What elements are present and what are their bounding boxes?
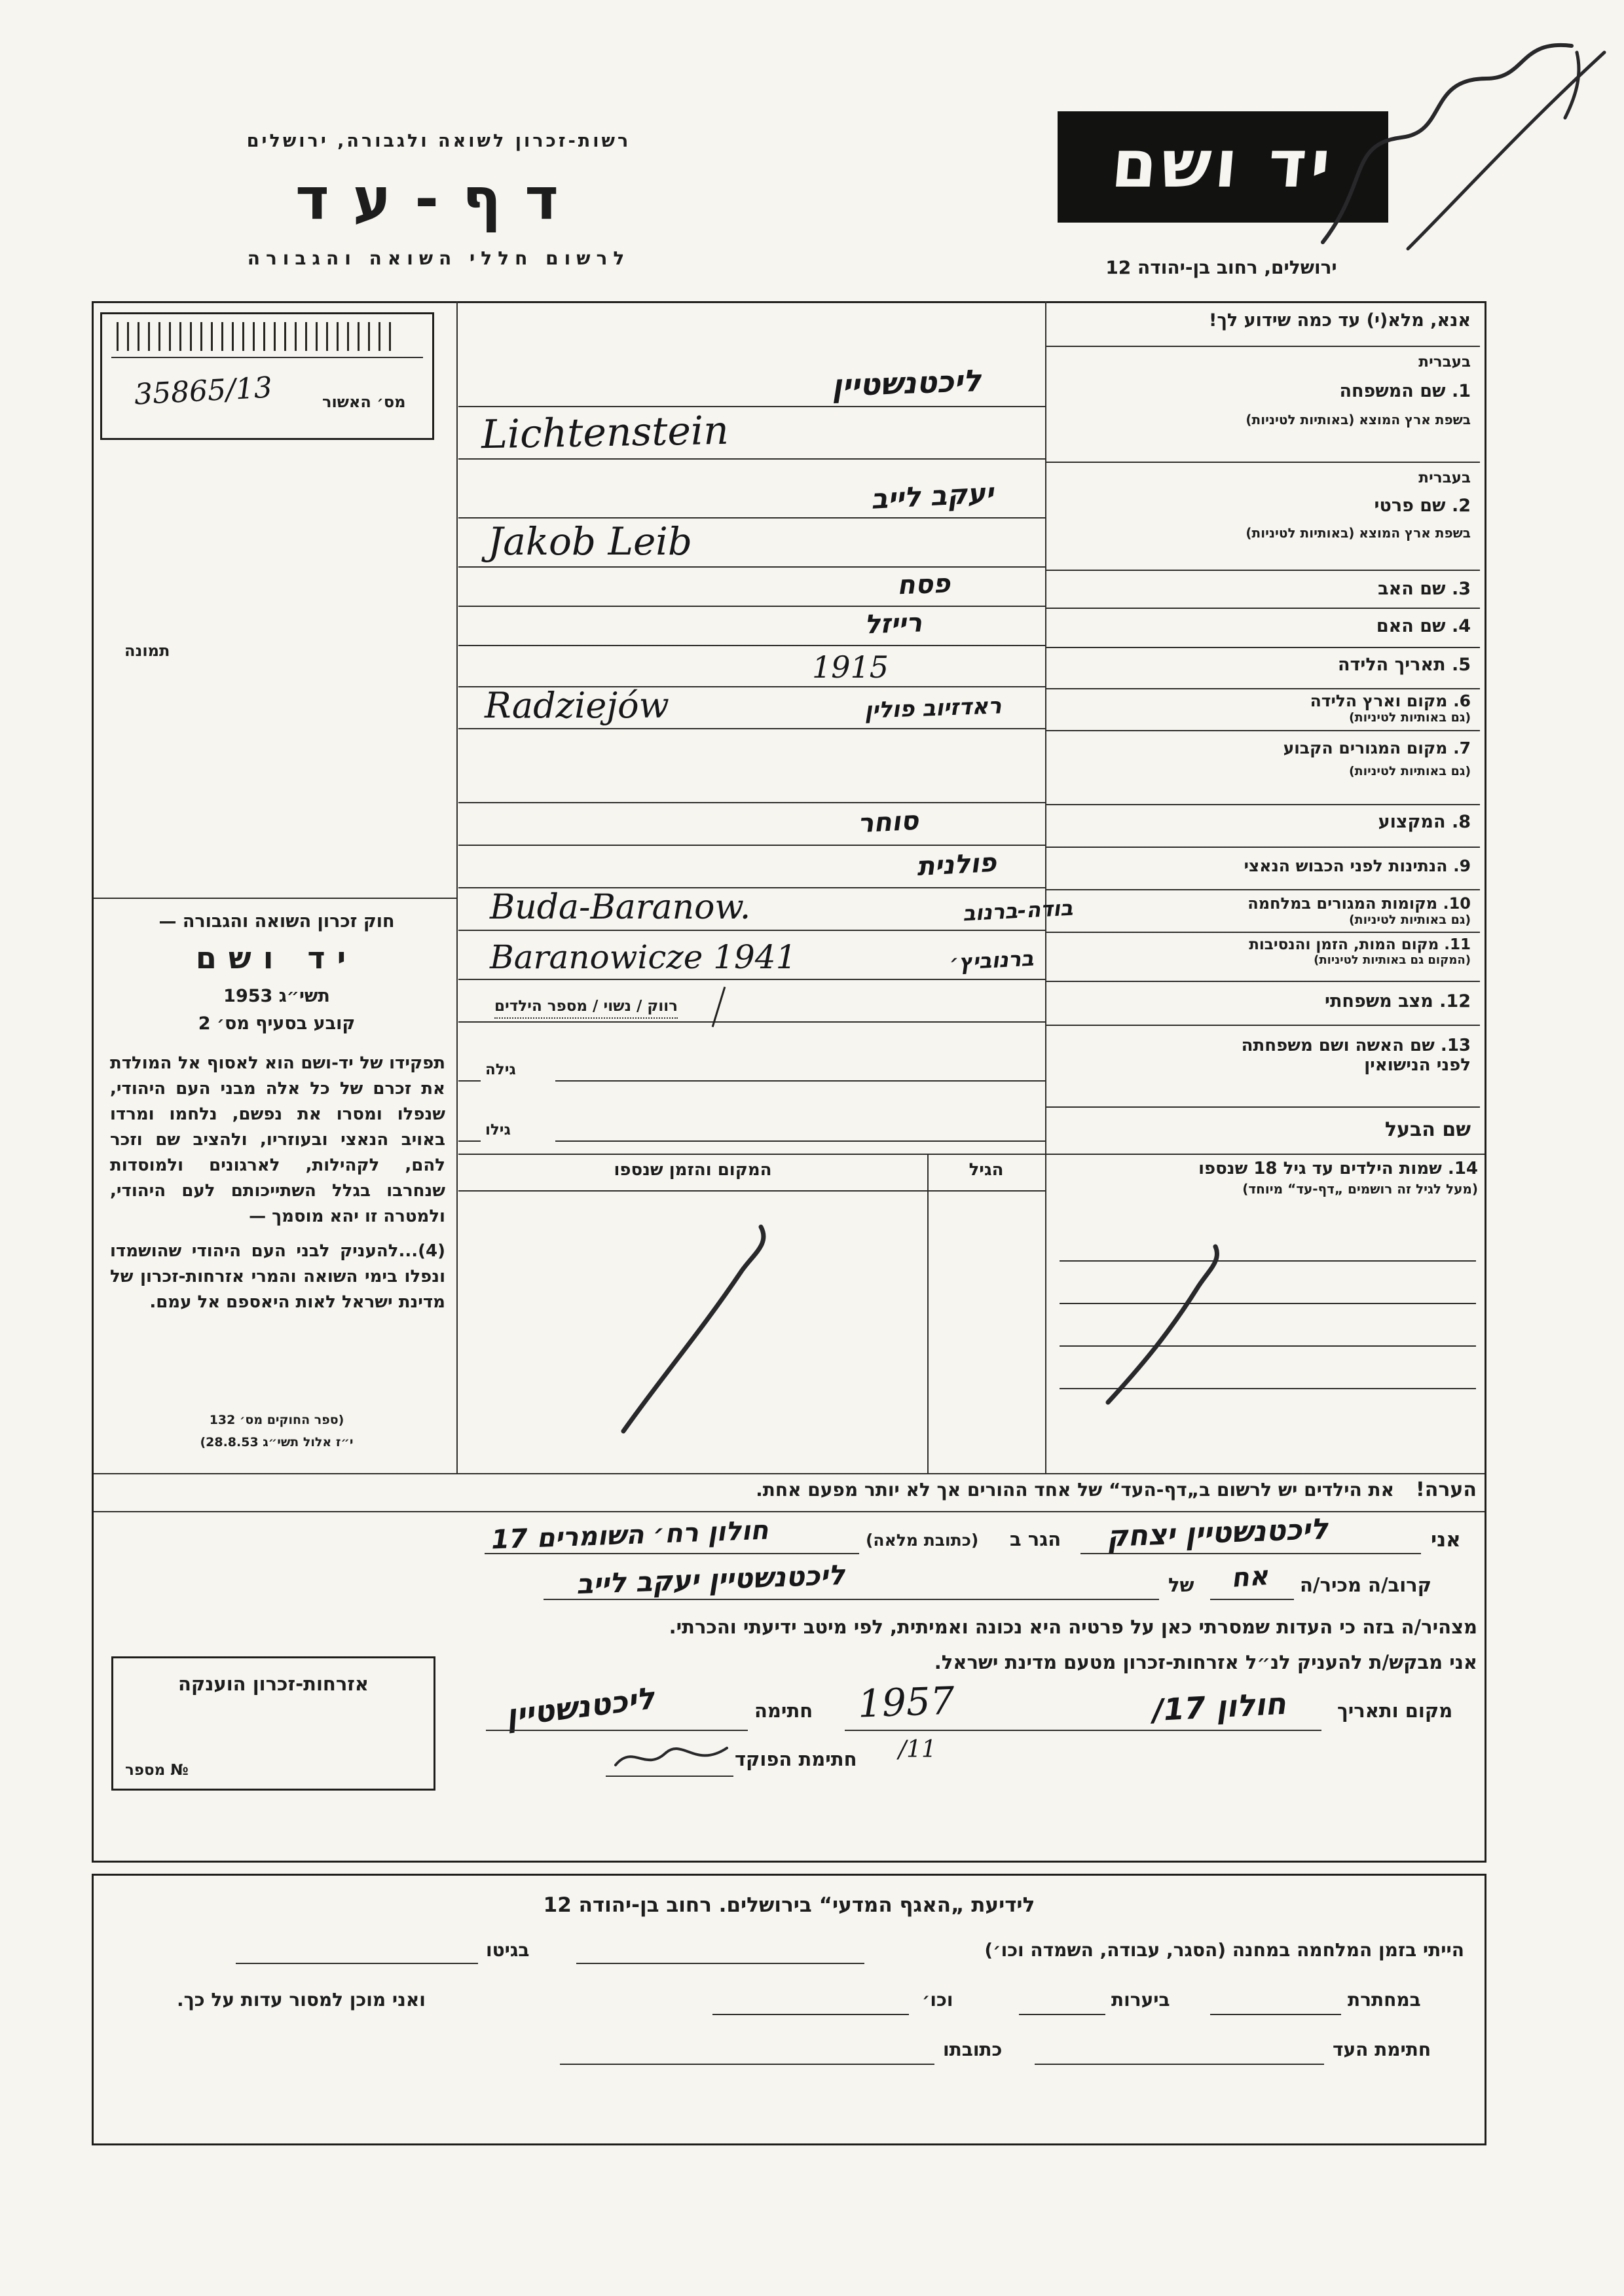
hw-strikeout-names-column [1087,1237,1231,1414]
fill-instruction [1050,310,1480,331]
field-label-father-name [1050,579,1480,599]
fill-instruction-text: אנא, מלא(י) עד כמה שידוע לך! [1209,310,1471,331]
field-label-marital-status [1050,991,1480,1011]
form-subtitle: לרשום חללי השואה והגבורה [247,247,631,269]
witness-signature-label: חתימת העד [1333,2039,1431,2060]
hw-witness-name: ליכטנשטיין יצחק [1106,1512,1329,1554]
field-8-number: 8. [1451,812,1471,832]
witness-address-line [485,1553,859,1554]
hw-subject-name: ליכטנשטיין יעקב לייב [576,1558,845,1601]
citizenship-granted-box [111,1656,435,1791]
tally-marks [117,322,392,351]
etc-label: וכו׳ [922,1989,953,2011]
hw-birth-place-hebrew: ראדזיוב פולין [864,693,1003,724]
place-date-label: מקום ותאריך [1337,1700,1453,1722]
write-line-war-residences [458,930,1045,931]
hw-place-year: 1957 [857,1678,955,1726]
field-11-sub: (המקום גם באותיות לטיניות) [1314,953,1471,967]
field-4-number: 4. [1451,616,1471,636]
field-2-pre: בעברית [1418,469,1471,486]
hw-place-month: /11 [898,1736,936,1763]
field-label-family-name [1050,354,1480,428]
ghetto-line [236,1963,478,1964]
underground-line [1210,2014,1341,2015]
field-label-death-place [1050,936,1480,967]
law-text: תפקידו של יד-ושם הוא לאסוף אל המולדת את זכרם של כל אלה מבני העם היהודי, שנפלו ומסרו את נפשם, נלחמו ומרדו באויב הנאצי ובעוזריו, ולהציב שם וזכר להם, לקהילות, לארגונים ולמוסדות שנחרבו בגלל השתייכותם לעם היהודי, ולמטרה זו יהא מוסמך — [110,1053,445,1226]
relation-line [1210,1599,1294,1600]
signature-line [486,1730,748,1731]
declaration-address-label: (כתובת מלאה) [866,1531,979,1550]
field-label-children [1056,1159,1478,1197]
declaration-statement-2: אני מבקש/ת להעניק לנ״ל אזרחות-זכרון מטעם מדינת ישראל. [934,1651,1477,1673]
hw-witness-signature: ליכטנשטיין [504,1680,657,1734]
declaration-of-label: של [1168,1574,1194,1596]
field-label-mother-name [1050,616,1480,636]
law-text-2: (4)...להעניק לבני העם היהודי שהושמדו ונפלו בימי השואה והמרי אזרחות-זכרון של מדינת ישראל לאות היאספם אל עמם. [110,1241,445,1312]
field-12-name: מצב משפחתי [1325,991,1433,1011]
ghetto-label: בגיטו [486,1939,530,1961]
field-label-profession [1050,812,1480,832]
field-14-name: שמות הילדים עד גיל 18 שנספו [1198,1159,1442,1178]
hw-mother-name: רייזל [864,608,923,640]
underground-label: במחתרת [1348,1989,1421,2011]
field-4-name: שם האם [1376,616,1446,636]
approval-number-label: מס׳ האשור [322,393,406,411]
write-line-wife-name [555,1080,1045,1082]
write-line-birth-place [458,728,1045,729]
law-title: חוק זכרון השואה והגבורה — [158,911,395,932]
field-8-name: המקצוע [1378,812,1446,832]
write-line-father [458,606,1045,607]
clerk-signature-line [606,1776,733,1777]
ready-to-testify-text: ואני מוכן למסור עדות על כך. [177,1989,426,2011]
field-7-number: 7. [1453,738,1471,757]
age-column-divider [927,1154,929,1473]
label-separator [1046,847,1480,848]
label-separator [1046,1025,1480,1026]
hw-death-place-hebrew: ברנוביץ׳ [949,945,1035,975]
field-13-name: שם האשה ושם משפחתה [1241,1036,1435,1055]
field-10-sub: (גם באותיות לטיניות) [1348,913,1471,927]
label-separator [1046,730,1480,731]
sidebar-divider [456,301,458,1473]
hw-witness-address: חולון רח׳ השומרים 17 [490,1515,769,1556]
children-header-underline [458,1190,1045,1192]
write-line-first-latin [458,566,1045,568]
sidebar-top-line [94,898,456,899]
hw-war-residences-hebrew: בודה-ברנוב [962,895,1074,926]
label-separator [1046,608,1480,609]
place-date-line [845,1730,1321,1731]
field-label-residence [1050,738,1480,778]
write-line-death-place [458,979,1045,980]
approval-number-value: 35865/13 [133,371,273,412]
hw-first-name-hebrew: יעקב לייב [870,477,995,515]
etc-line [712,2014,909,2015]
field-label-citizenship [1050,856,1480,875]
law-year: תשי״ג 1953 [223,986,330,1006]
label-separator [1046,647,1480,648]
forests-label: ביערות [1111,1989,1170,2011]
hw-birth-date: 1915 [812,649,889,685]
field-label-birth-date [1050,655,1480,675]
children-col-place-header: המקום והזמן שנספו [614,1160,772,1180]
write-line-residence [458,802,1045,803]
clerk-signature-label: חתימת הפוקד [735,1748,857,1770]
field-6-sub: (גם באותיות לטיניות) [1348,710,1471,725]
note-row [105,1478,1477,1501]
law-reference-2: י״ז אלול תשי״ג 28.8.53) [200,1435,354,1449]
tally-baseline [111,357,423,358]
field-6-number: 6. [1453,691,1471,710]
write-line-husband-name [555,1140,1045,1142]
field-2-number: 2. [1451,496,1471,516]
law-name: יד ושם [195,940,358,975]
field-1-pre: בעברית [1418,354,1471,371]
hw-citizenship: פולנית [915,847,997,883]
field-10-name: מקומות המגורים במלחמה [1247,894,1438,913]
form-title: דף-עד [295,165,582,232]
hw-strikeout-place-column [589,1215,786,1444]
note-title: הערה! [1416,1478,1477,1501]
field-label-birth-place [1050,691,1480,725]
field-3-number: 3. [1451,579,1471,599]
label-separator [1046,981,1480,982]
field-5-name: תאריך הלידה [1337,655,1446,675]
field-13-name2: לפני הנישואין [1364,1055,1471,1075]
field-7-sub: (גם באותיות לטיניות) [1348,764,1471,778]
declaration-i-label: אני [1431,1528,1461,1552]
wife-age-label: גילה [481,1061,520,1078]
field-label-wife-name [1050,1036,1480,1075]
label-separator [1046,1106,1480,1108]
declaration-relation-label: קרוב/ה מכיר/ה [1300,1574,1431,1596]
children-table-top-line [458,1154,1485,1155]
hw-family-name-latin: Lichtenstein [481,407,729,458]
certificate-number-row [125,1762,189,1779]
write-line-mother [458,645,1045,646]
photo-placeholder-label: תמונה [124,642,170,660]
field-9-number: 9. [1453,856,1471,875]
note-row-top-line [94,1473,1485,1474]
handwritten-corner-scribble [1283,13,1624,262]
yad-vashem-logo-text: יד ושם [1108,126,1338,202]
scientific-branch-title: לידיעת „האגף המדעי“ בירושלים. רחוב בן-יהודה 12 [543,1893,1035,1917]
hw-relation-value: אח [1230,1561,1270,1594]
certificate-number-label: מספר [125,1762,166,1779]
hw-profession: סוחר [857,805,919,839]
signature-label: חתימה [754,1700,813,1722]
write-line-first-hebrew [458,517,1045,519]
marital-status-options: רווק / נשוי / מספר הילדים [494,998,678,1019]
hw-place-city-day: חולון 17/ [1151,1685,1287,1728]
law-reference-1: (ספר החוקים מס׳ 132 [209,1413,344,1427]
field-label-husband-name: שם הבעל [1384,1118,1471,1141]
hw-family-name-hebrew: ליכטנשטיין [831,363,982,403]
write-line-family-hebrew [458,406,1045,407]
camps-line [576,1963,864,1964]
field-6-name: מקום וארץ הלידה [1310,691,1448,710]
field-10-number: 10. [1443,894,1471,913]
field-7-name: מקום המגורים הקבוע [1283,738,1448,757]
field-14-sub: (מעל לגיל זה רושמים „דף-עד“ מיוחד) [1242,1181,1478,1197]
subject-name-line [544,1599,1159,1600]
hw-father-name: פסח [896,568,951,601]
witness-address-label: כתובתו [943,2039,1003,2060]
office-address: ירושלים, רחוב בן-יהודה 12 [1105,257,1337,278]
hw-clerk-signature-scribble [609,1736,733,1776]
labels-divider [1045,301,1046,1473]
field-1-sub: בשפת ארץ המוצא (באותיות לטיניות) [1246,412,1471,428]
field-5-number: 5. [1451,655,1471,675]
write-line-profession [458,845,1045,846]
write-line-wife-stub [458,1080,481,1082]
authority-name: רשות-זכרון לשואה ולגבורה, ירושלים [246,131,631,151]
children-col-age-header: הגיל [969,1160,1004,1180]
label-separator [1046,570,1480,571]
field-label-first-name [1050,469,1480,541]
witness-signature-line [1035,2064,1324,2065]
write-line-marital-status [458,1021,1045,1023]
write-line-family-latin [458,458,1045,460]
field-1-number: 1. [1451,381,1471,401]
law-section: קובע בסעיף מס׳ 2 [198,1013,356,1034]
label-separator [1046,804,1480,805]
field-2-name: שם פרטי [1374,496,1446,516]
declaration-statement-1: מצהיר/ה בזה כי העדות שמסרתי כאן על פרטיה היא נכונה ואמיתית, לפי מיטב ידיעתי והכרתי. [669,1616,1477,1638]
label-separator [1046,932,1480,933]
husband-age-label: גילו [481,1121,515,1139]
hw-birth-place-latin: Radziejów [485,685,669,726]
label-separator [1046,462,1480,463]
field-13-number: 13. [1440,1036,1471,1055]
field-12-number: 12. [1439,991,1471,1011]
hw-first-name-latin: Jakob Leib [488,519,692,564]
label-separator [1046,889,1480,890]
field-11-name: מקום המות, הזמן והנסיבות [1249,936,1439,953]
field-3-name: שם האב [1378,579,1446,599]
field-14-number: 14. [1447,1159,1478,1178]
witness-address-line-bottom [560,2064,934,2065]
citizenship-granted-title: אזרחות-זכרון הוענקה [177,1673,369,1695]
note-text: את הילדים יש לרשום ב„דף-העד“ של אחד ההורים אך לא יותר מפעם אחת. [756,1479,1394,1501]
field-2-sub: בשפת ארץ המוצא (באותיות לטיניות) [1246,525,1471,541]
certificate-number-symbol: № [170,1762,189,1779]
label-separator [1046,688,1480,689]
field-11-number: 11. [1444,936,1471,953]
declaration-residing-label: הגר ב [1010,1528,1061,1550]
forests-line [1019,2014,1105,2015]
write-line-husband-stub [458,1140,481,1142]
label-separator [1046,346,1480,347]
hw-war-residences-latin: Buda-Baranow. [490,888,751,927]
field-9-name: הנתינות לפני הכבוש הנאצי [1244,856,1448,875]
field-1-name: שם המשפחה [1339,381,1446,401]
hw-death-place-latin: Baranowicze 1941 [490,938,797,976]
witness-name-line [1080,1553,1421,1554]
field-label-war-residences [1050,894,1480,927]
note-row-bottom-line [94,1511,1485,1512]
camps-label: הייתי בזמן המלחמה במחנה (הסגר, עבודה, השמדה וכו׳) [984,1939,1464,1961]
